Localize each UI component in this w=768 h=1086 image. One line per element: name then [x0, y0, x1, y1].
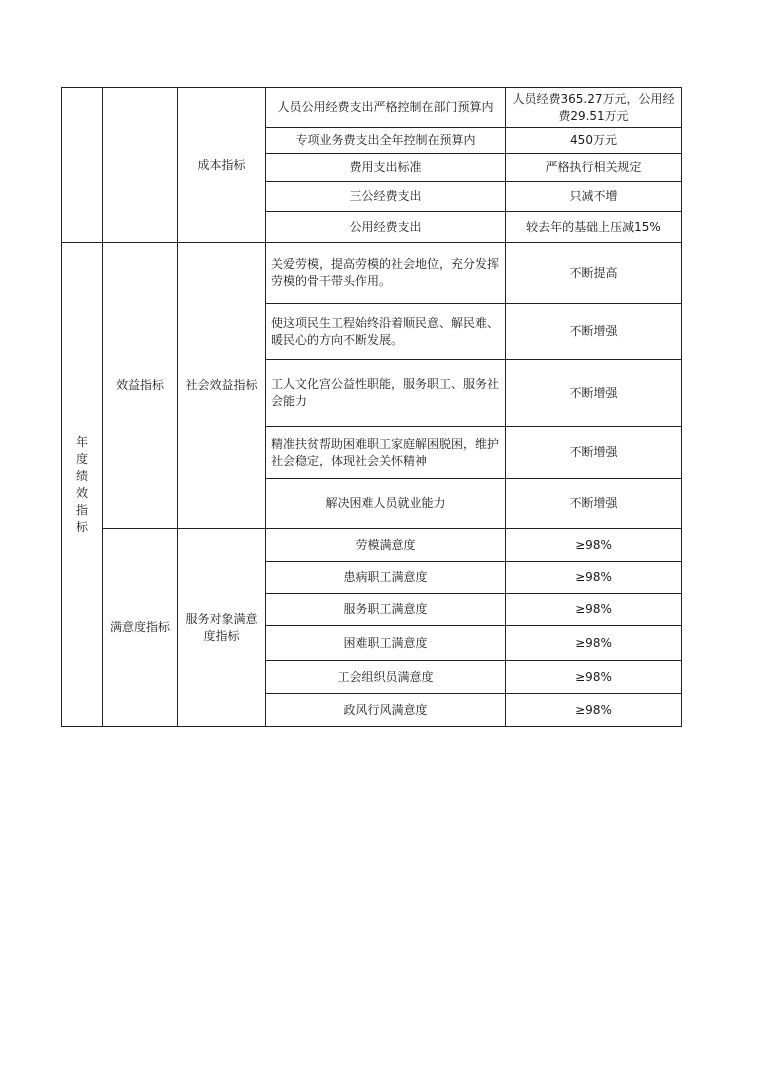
- indicator-cell: 政风行风满意度: [266, 694, 506, 727]
- benefit-category-label: 效益指标: [103, 243, 178, 529]
- value-cell: ≥98%: [506, 529, 682, 562]
- value-cell: 不断提高: [506, 243, 682, 304]
- value-cell: ≥98%: [506, 626, 682, 661]
- indicator-cell: 解决困难人员就业能力: [266, 479, 506, 529]
- value-cell: ≥98%: [506, 562, 682, 594]
- table-row: [62, 243, 682, 304]
- value-cell: 较去年的基础上压减15%: [506, 212, 682, 243]
- indicator-cell: 患病职工满意度: [266, 562, 506, 594]
- table-row: [62, 88, 682, 128]
- indicator-cell: 费用支出标准: [266, 154, 506, 182]
- indicator-cell: 服务职工满意度: [266, 594, 506, 626]
- indicator-cell: 工会组织员满意度: [266, 661, 506, 694]
- service-satisfaction-label: 服务对象满意度指标: [178, 529, 266, 727]
- indicator-cell: 公用经费支出: [266, 212, 506, 243]
- value-cell: ≥98%: [506, 661, 682, 694]
- value-cell: 不断增强: [506, 304, 682, 360]
- indicator-cell: 专项业务费支出全年控制在预算内: [266, 128, 506, 154]
- value-cell: 只减不增: [506, 182, 682, 212]
- indicator-cell: 精准扶贫帮助困难职工家庭解困脱困，维护社会稳定，体现社会关怀精神: [266, 427, 506, 479]
- table-row: [62, 529, 682, 562]
- value-cell: 人员经费365.27万元，公用经费29.51万元: [506, 88, 682, 128]
- satisfaction-category-label: 满意度指标: [103, 529, 178, 727]
- value-cell: ≥98%: [506, 694, 682, 727]
- value-cell: 不断增强: [506, 479, 682, 529]
- cost-category-label: 成本指标: [178, 88, 266, 243]
- level1-label: 年度绩效指标: [75, 434, 88, 534]
- indicator-cell: 三公经费支出: [266, 182, 506, 212]
- indicator-cell: 工人文化宫公益性职能，服务职工、服务社会能力: [266, 360, 506, 427]
- level2-cell-empty: [103, 88, 178, 243]
- performance-indicator-table: [61, 87, 682, 727]
- value-cell: ≥98%: [506, 594, 682, 626]
- indicator-cell: 使这项民生工程始终沿着顺民意、解民难、暖民心的方向不断发展。: [266, 304, 506, 360]
- social-benefit-label: 社会效益指标: [178, 243, 266, 529]
- value-cell: 严格执行相关规定: [506, 154, 682, 182]
- indicator-cell: 关爱劳模，提高劳模的社会地位，充分发挥劳模的骨干带头作用。: [266, 243, 506, 304]
- level1-cell-empty: [62, 88, 103, 243]
- value-cell: 450万元: [506, 128, 682, 154]
- level1-cell: [62, 243, 103, 727]
- indicator-cell: 困难职工满意度: [266, 626, 506, 661]
- indicator-cell: 人员公用经费支出严格控制在部门预算内: [266, 88, 506, 128]
- indicator-cell: 劳模满意度: [266, 529, 506, 562]
- value-cell: 不断增强: [506, 427, 682, 479]
- value-cell: 不断增强: [506, 360, 682, 427]
